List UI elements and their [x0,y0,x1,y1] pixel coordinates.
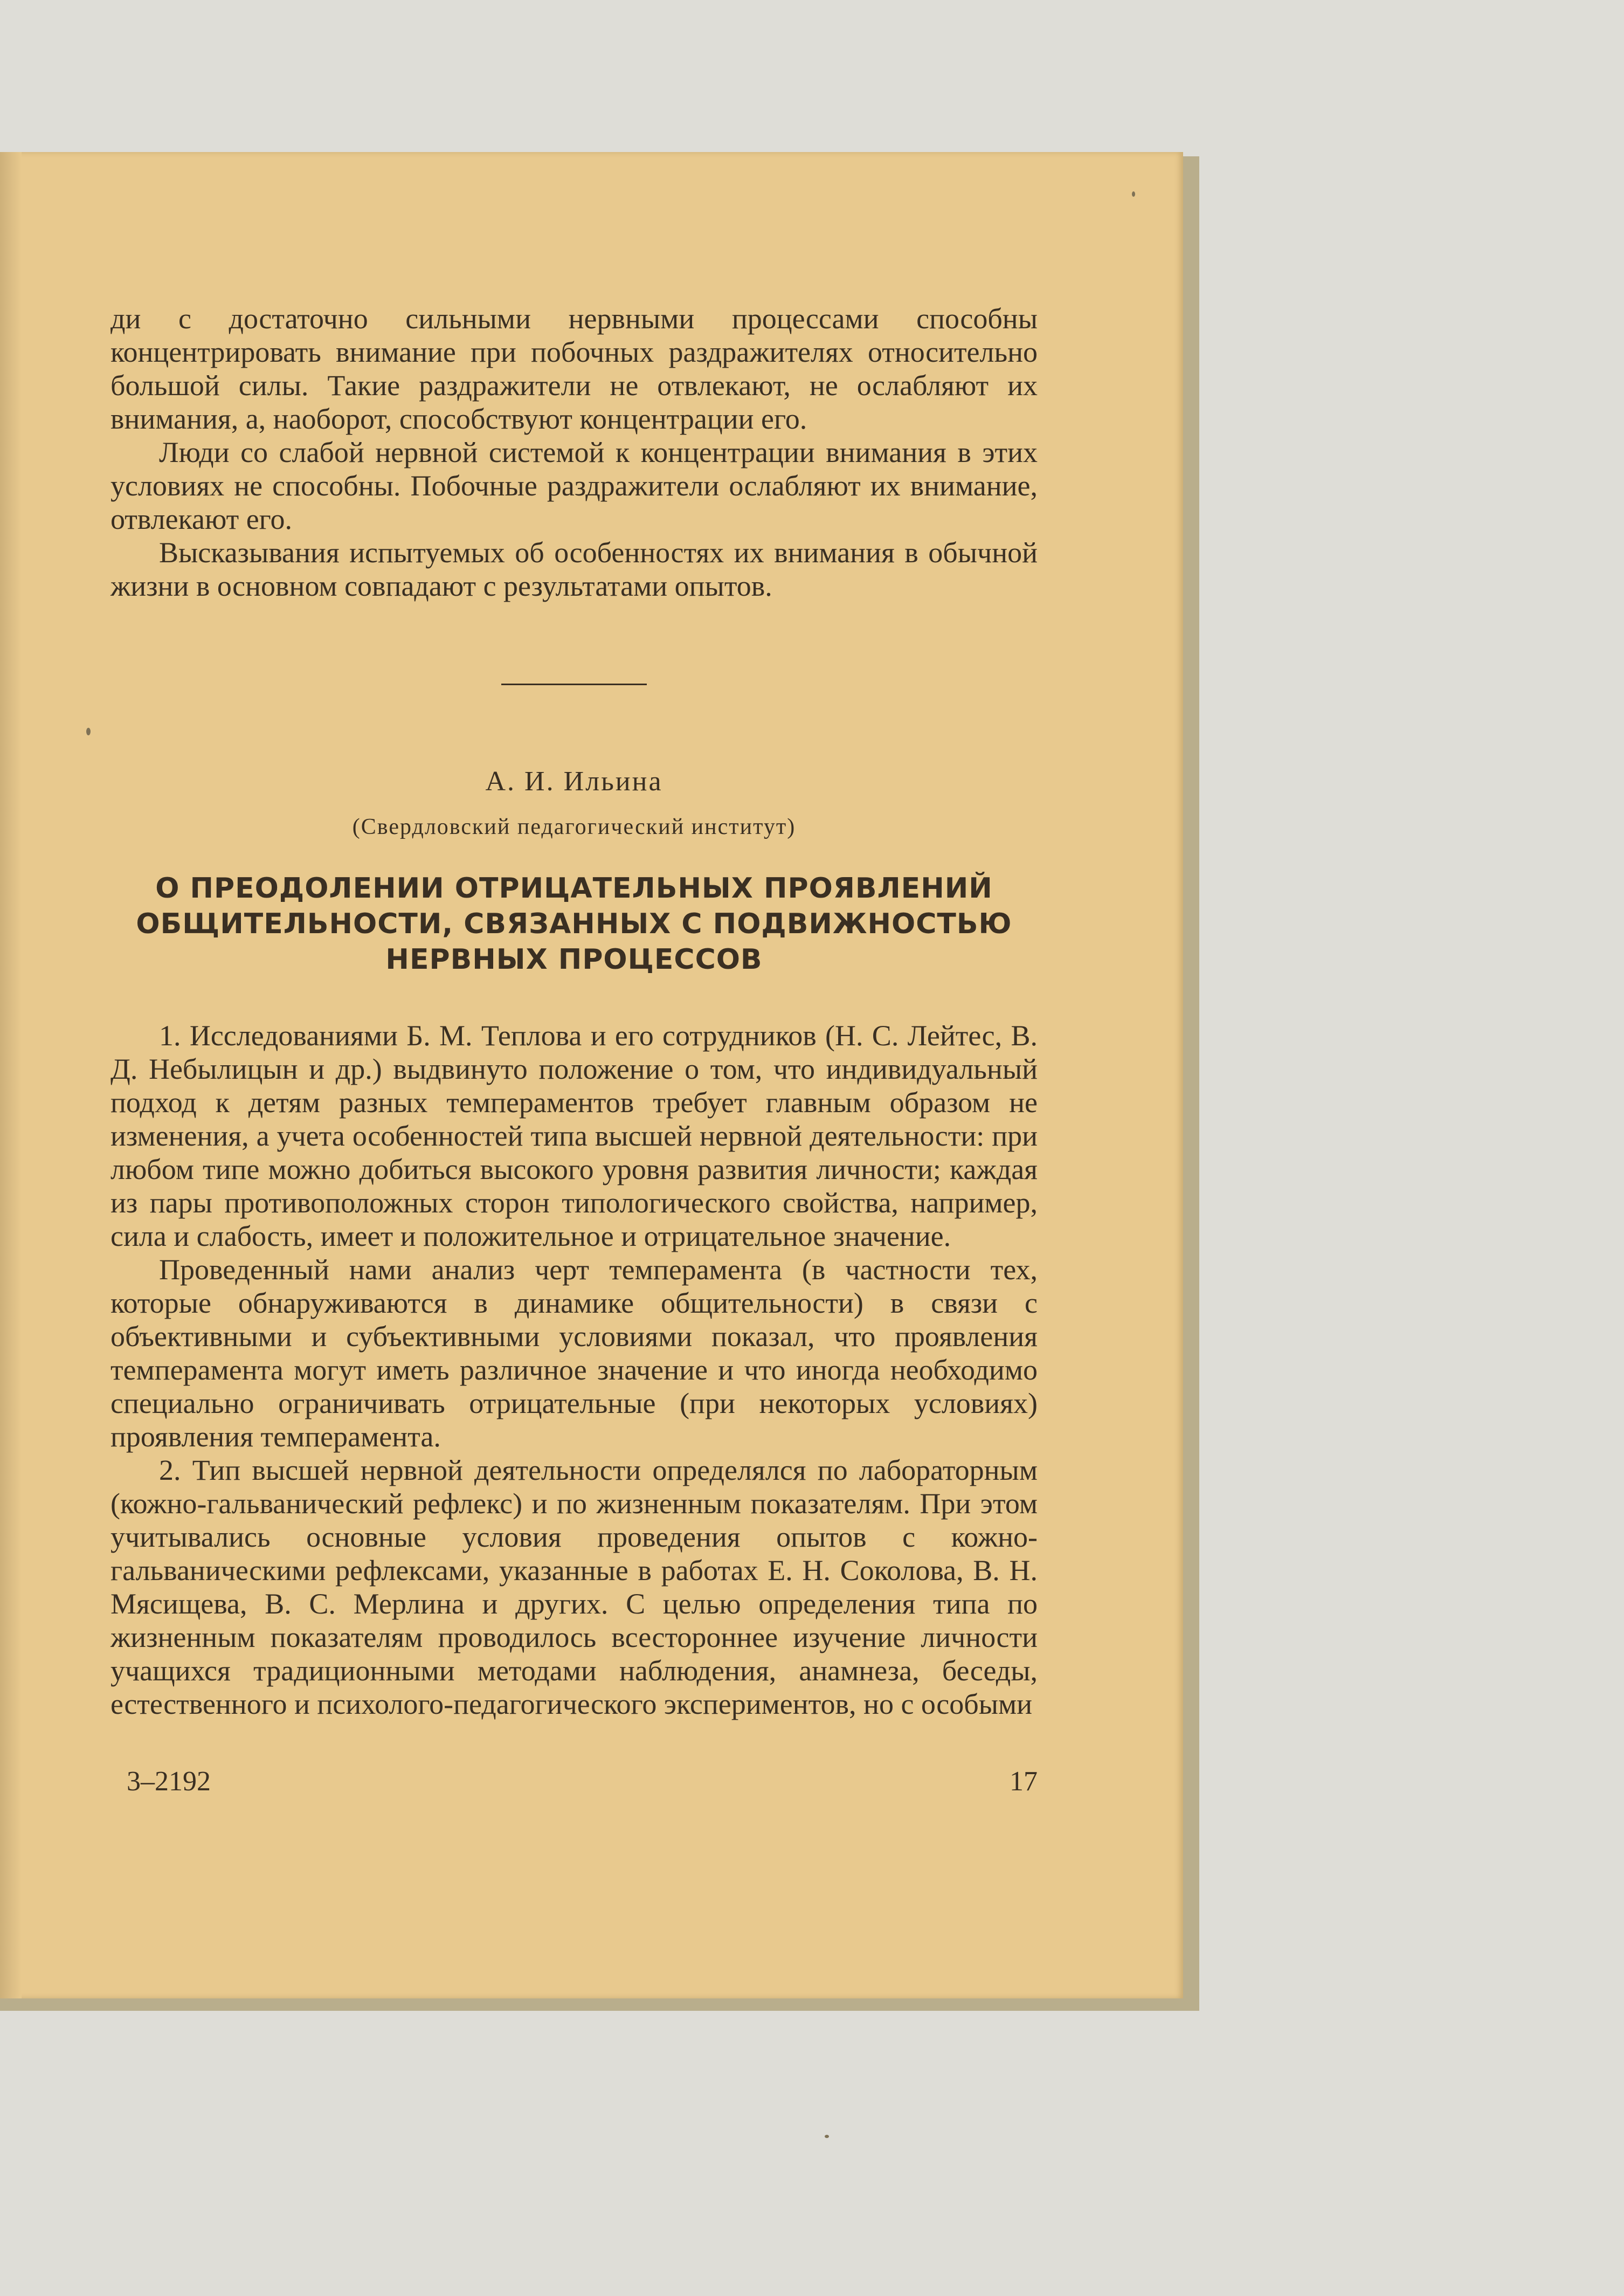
paragraph: 1. Исследованиями Б. М. Теплова и его сотрудников (Н. С. Лейтес, В. Д. Небылицын и др.) выдвинуто положение о том, что индивидуальный подход к детям разных темпераментов требует главным образом не изменения, а учета особенностей типа высшей нервной деятельности: при любом типе можно добиться высокого уровня развития личности; каждая из пары противоположных сторон типологического свойства, например, сила и слабость, имеет и положительное и отрицательное значение. [110,1019,1038,1252]
paragraph: Высказывания испытуемых об особенностях их внимания в обычной жизни в основном совпадают с результатами опытов. [110,536,1038,602]
printer-signature: 3–2192 [127,1766,211,1797]
article-body [110,1019,1038,1721]
paragraph: Люди со слабой нервной системой к концентрации внимания в этих условиях не способны. Побочные раздражители ослабляют их внимание, отвлекают его. [110,436,1038,535]
title-line: ОБЩИТЕЛЬНОСТИ, СВЯЗАННЫХ С ПОДВИЖНОСТЬЮ [136,908,1012,940]
article-affiliation: (Свердловский педагогический институт) [352,815,796,839]
paper-speck [86,728,91,735]
paragraph: 2. Тип высшей нервной деятельности определялся по лабораторным (кожно-гальванический рефлекс) и по жизненным показателям. При этом учитывались основные условия проведения опытов с кожно-гальваническими рефлексами, указанные в работах Е. Н. Соколова, В. Н. Мясищева, В. С. Мерлина и других. С целью определения типа по жизненным показателям проводилось всестороннее изучение личности учащихся традиционными методами наблюдения, анамнеза, беседы, естественного и психолого-педагогического экспериментов, но с особыми [110,1454,1038,1720]
paragraph: Проведенный нами анализ черт темперамента (в частности тех, которые обнаруживаются в динамике общительности) в связи с объективными и субъективными условиями показал, что проявления темперамента могут иметь различное значение и что иногда необходимо специально ограничивать отрицательные (при некоторых условиях) проявления темперамента. [110,1253,1038,1453]
page-number: 17 [1010,1766,1038,1797]
continued-text [110,302,1038,603]
title-line: НЕРВНЫХ ПРОЦЕССОВ [385,943,763,976]
page-gutter [0,152,22,1998]
article-author: А. И. Ильина [485,766,663,797]
paper-speck [825,2135,829,2138]
section-divider [501,684,647,685]
paragraph: ди с достаточно сильными нервными процессами способны концентрировать внимание при побочных раздражителях относительно большой силы. Такие раздражители не отвлекают, не ослабляют их внимания, а, наоборот, способствуют концентрации его. [110,302,1038,435]
paper-speck [1132,191,1135,197]
title-line: О ПРЕОДОЛЕНИИ ОТРИЦАТЕЛЬНЫХ ПРОЯВЛЕНИЙ [155,872,993,905]
article-title [110,871,1038,977]
